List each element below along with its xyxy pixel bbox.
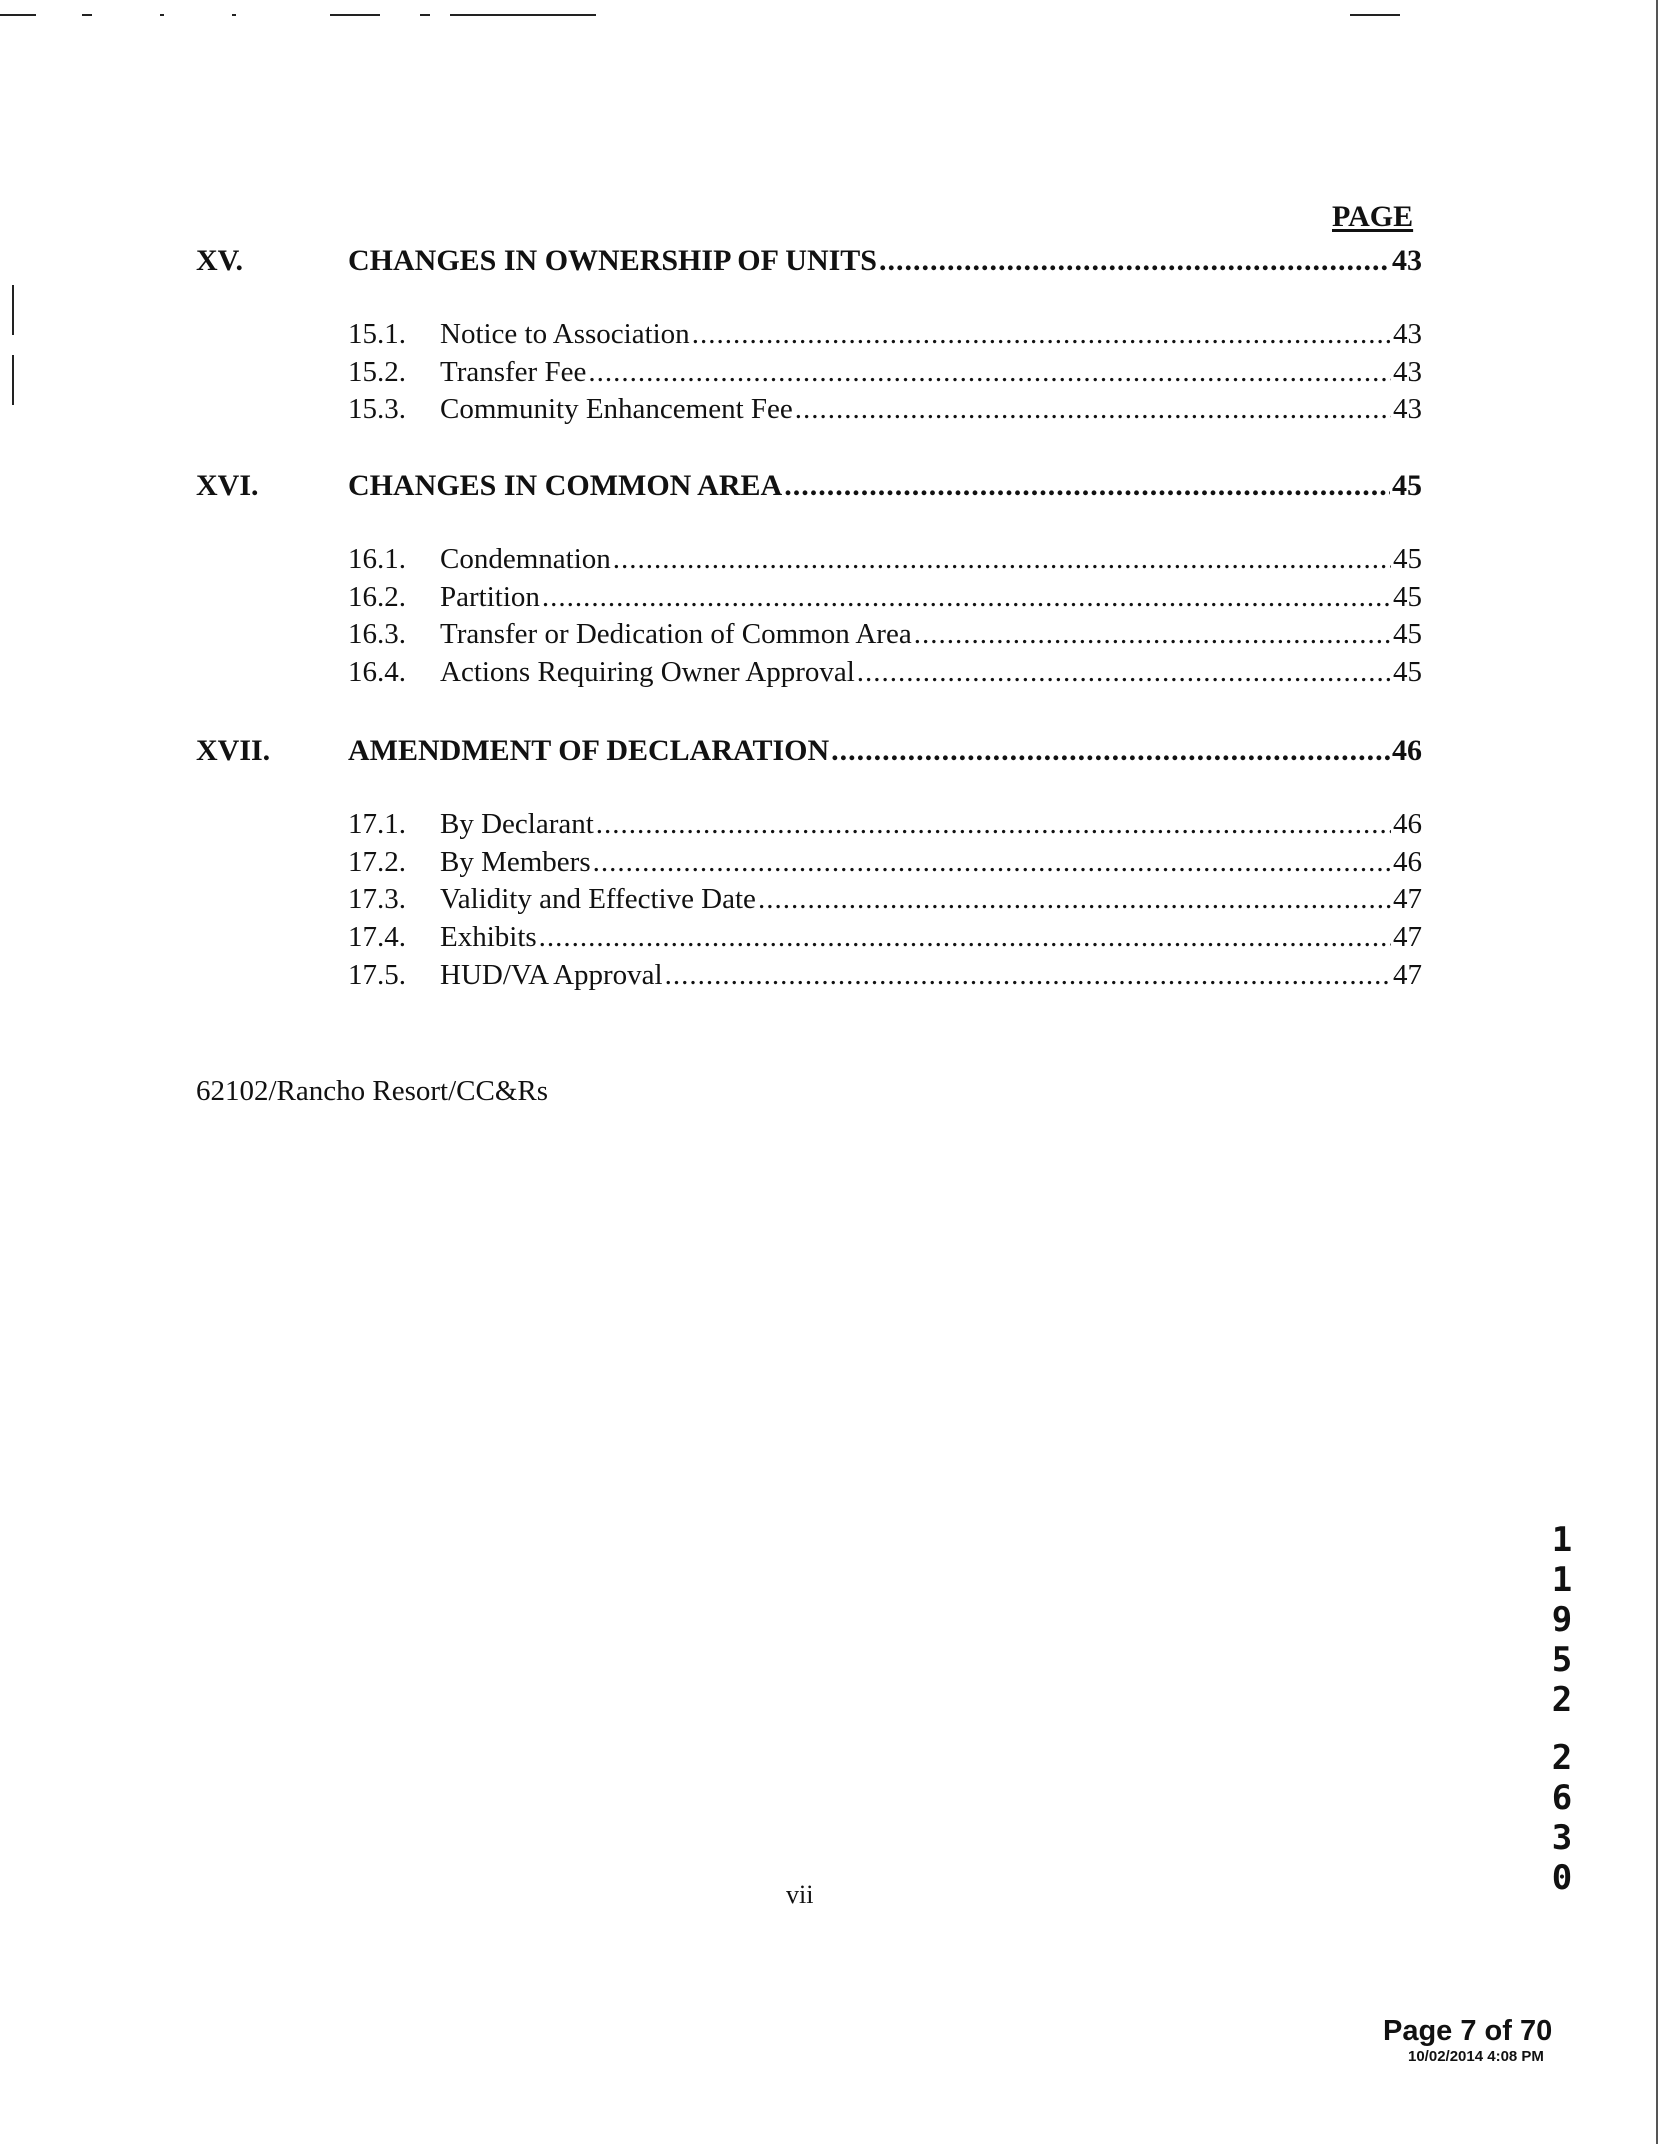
section-number: 16.1.	[348, 543, 406, 575]
article-number: XVII.	[196, 734, 271, 767]
section-page-number: 45	[1393, 580, 1422, 613]
dot-leader	[879, 244, 1390, 278]
article-page-number: 45	[1392, 469, 1422, 502]
section-number: 17.4.	[348, 921, 406, 954]
section-title: Exhibits	[440, 921, 537, 954]
recording-digit: 1	[1551, 1520, 1573, 1560]
section-page-number: 47	[1393, 883, 1422, 916]
dot-leader	[539, 921, 1391, 954]
recording-digit: 2	[1551, 1680, 1573, 1720]
article-number: XV.	[196, 244, 243, 277]
recording-number	[1542, 1520, 1582, 1898]
section-number: 17.3.	[348, 883, 406, 916]
toc-section-row	[348, 846, 1422, 879]
page-column-heading: PAGE	[1332, 200, 1414, 233]
section-page-number: 46	[1393, 845, 1422, 878]
recording-digit: 5	[1551, 1640, 1573, 1680]
toc-section-row	[348, 959, 1422, 992]
dot-leader	[613, 543, 1391, 576]
section-number: 15.1.	[348, 318, 406, 350]
article-title: CHANGES IN COMMON AREA	[348, 469, 783, 502]
toc-section-row	[348, 581, 1422, 614]
section-page-number: 43	[1393, 393, 1422, 426]
recording-digit: 6	[1551, 1778, 1573, 1818]
recording-digit: 3	[1551, 1818, 1573, 1858]
section-number: 16.3.	[348, 618, 406, 651]
section-page-number: 46	[1393, 808, 1422, 840]
toc-section-row	[348, 808, 1422, 841]
toc-section-row	[348, 921, 1422, 954]
recording-digit: 9	[1551, 1600, 1573, 1640]
article-page-number: 46	[1392, 734, 1422, 767]
section-page-number: 43	[1393, 355, 1422, 388]
toc-section-row	[348, 318, 1422, 351]
toc-section-row	[348, 356, 1422, 389]
article-title: AMENDMENT OF DECLARATION	[348, 734, 830, 767]
dot-leader	[758, 883, 1391, 916]
section-title: Notice to Association	[440, 318, 690, 350]
section-title: HUD/VA Approval	[440, 958, 663, 991]
section-page-number: 45	[1393, 656, 1422, 689]
dot-leader	[831, 734, 1390, 768]
section-title: Community Enhancement Fee	[440, 393, 793, 426]
toc-article-row	[348, 244, 1422, 278]
section-title: Transfer Fee	[440, 355, 587, 388]
section-title: Partition	[440, 580, 540, 613]
toc-section-row	[348, 656, 1422, 689]
recording-digit: 1	[1551, 1560, 1573, 1600]
dot-leader	[588, 356, 1391, 389]
section-title: Validity and Effective Date	[440, 883, 756, 916]
toc-section-row	[348, 393, 1422, 426]
document-identifier: 62102/Rancho Resort/CC&Rs	[196, 1075, 549, 1107]
section-page-number: 45	[1393, 543, 1422, 575]
article-title: CHANGES IN OWNERSHIP OF UNITS	[348, 244, 877, 277]
section-number: 15.3.	[348, 393, 406, 426]
toc-section-row	[348, 883, 1422, 916]
section-number: 16.4.	[348, 656, 406, 689]
toc-section-row	[348, 618, 1422, 651]
article-page-number: 43	[1392, 244, 1422, 277]
toc-article-row	[348, 734, 1422, 768]
page-stamp-datetime: 10/02/2014 4:08 PM	[1408, 2048, 1544, 2065]
dot-leader	[795, 393, 1391, 426]
dot-leader	[692, 318, 1391, 351]
dot-leader	[784, 469, 1390, 503]
recording-digit: 2	[1551, 1738, 1573, 1778]
section-number: 17.5.	[348, 958, 406, 991]
roman-page-number: vii	[786, 1880, 814, 1909]
section-title: Transfer or Dedication of Common Area	[440, 618, 912, 651]
dot-leader	[542, 581, 1391, 614]
recording-digit	[1542, 1720, 1582, 1738]
dot-leader	[914, 618, 1391, 651]
section-number: 16.2.	[348, 580, 406, 613]
page-stamp: Page 7 of 70	[1383, 2015, 1553, 2047]
section-title: Condemnation	[440, 543, 611, 575]
article-number: XVI.	[196, 469, 259, 502]
dot-leader	[593, 846, 1391, 879]
toc-section-row	[348, 543, 1422, 576]
section-number: 15.2.	[348, 355, 406, 388]
section-number: 17.2.	[348, 845, 406, 878]
section-page-number: 45	[1393, 618, 1422, 651]
dot-leader	[596, 808, 1391, 841]
recording-digit: 0	[1551, 1858, 1573, 1898]
section-page-number: 47	[1393, 958, 1422, 991]
dot-leader	[665, 959, 1391, 992]
section-title: Actions Requiring Owner Approval	[440, 656, 855, 689]
section-page-number: 43	[1393, 318, 1422, 350]
section-number: 17.1.	[348, 808, 406, 840]
section-title: By Members	[440, 845, 591, 878]
dot-leader	[857, 656, 1391, 689]
toc-article-row	[348, 469, 1422, 503]
section-title: By Declarant	[440, 808, 594, 840]
section-page-number: 47	[1393, 921, 1422, 954]
